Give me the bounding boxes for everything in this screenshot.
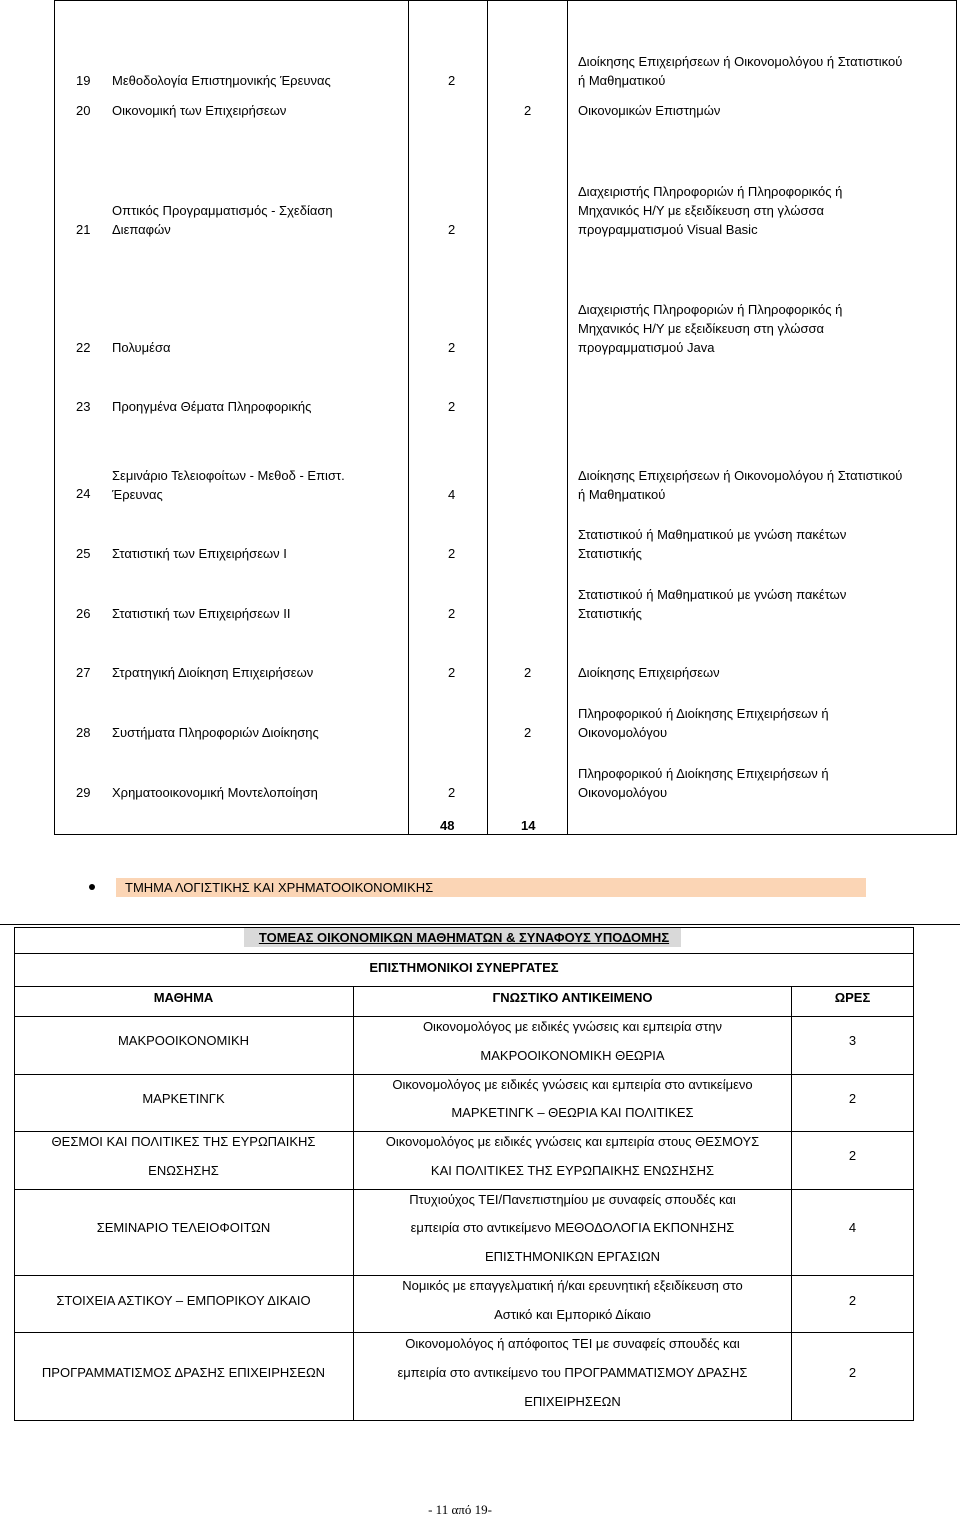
field-line: προγραμματισμού Java — [578, 340, 715, 355]
subject: Στατιστική των Επιχειρήσεων Ι — [112, 546, 287, 561]
course-line: ΘΕΣΜΟΙ ΚΑΙ ΠΟΛΙΤΙΚΕΣ ΤΗΣ ΕΥΡΩΠΑΙΚΗΣ — [51, 1134, 316, 1149]
row-number: 20 — [76, 103, 91, 118]
field-line: προγραμματισμού Visual Basic — [578, 222, 758, 237]
field-line: ΕΠΙΧΕΙΡΗΣΕΩΝ — [524, 1394, 621, 1409]
field-line: Οικονομολόγος με ειδικές γνώσεις και εμπειρία στην — [422, 1019, 723, 1034]
page-footer: - 11 από 19- — [428, 1502, 492, 1517]
subject: Πολυμέσα — [112, 340, 171, 355]
field-line: εμπειρία στο αντικείμενο του ΠΡΟΓΡΑΜΜΑΤΙΣΜΟΥ ΔΡΑΣΗΣ — [397, 1365, 748, 1380]
subject-line: Έρευνας — [112, 487, 163, 502]
subject: Μεθοδολογία Επιστημονικής Έρευνας — [112, 73, 331, 88]
table-subtitle: ΕΠΙΣΤΗΜΟΝΙΚΟΙ ΣΥΝΕΡΓΑΤΕΣ — [369, 960, 559, 975]
hours: 2 — [848, 1365, 857, 1380]
table-title: ΤΟΜΕΑΣ ΟΙΚΟΝΟΜΙΚΩΝ ΜΑΘΗΜΑΤΩΝ & ΣΥΝΑΦΟΥΣ ΥΠΟΔΟΜΗΣ — [258, 930, 670, 945]
hours: 2 — [848, 1148, 857, 1163]
field-line: Πληροφορικού ή Διοίκησης Επιχειρήσεων ή — [578, 766, 829, 781]
hours: 2 — [448, 785, 456, 800]
row-number: 28 — [76, 725, 91, 740]
hours: 4 — [448, 487, 456, 502]
course: ΠΡΟΓΡΑΜΜΑΤΙΣΜΟΣ ΔΡΑΣΗΣ ΕΠΙΧΕΙΡΗΣΕΩΝ — [41, 1365, 326, 1380]
course-line: ΕΝΩΣΗΣΗΣ — [148, 1163, 219, 1178]
row-number: 25 — [76, 546, 91, 561]
subject: Χρηματοοικονομική Μοντελοποίηση — [112, 785, 318, 800]
hours: 2 — [448, 73, 456, 88]
hours: 2 — [448, 222, 456, 237]
field-line: Στατιστικής — [578, 546, 642, 561]
field-line: Μηχανικός Η/Υ με εξειδίκευση στη γλώσσα — [578, 203, 825, 218]
field-line: Διοίκησης Επιχειρήσεων — [578, 665, 720, 680]
total-hours-2: 14 — [521, 818, 536, 833]
bullet-icon — [89, 884, 95, 890]
field-line: Αστικό και Εμπορικό Δίκαιο — [494, 1307, 651, 1322]
field-line: ΜΑΚΡΟΟΙΚΟΝΟΜΙΚΗ ΘΕΩΡΙΑ — [480, 1048, 665, 1063]
section-title: ΤΜΗΜΑ ΛΟΓΙΣΤΙΚΗΣ ΚΑΙ ΧΡΗΜΑΤΟΟΙΚΟΝΟΜΙΚΗΣ — [125, 880, 434, 895]
hours-2: 2 — [524, 665, 532, 680]
field-line: Στατιστικού ή Μαθηματικού με γνώση πακέτων — [578, 527, 847, 542]
subject-line: Οπτικός Προγραμματισμός - Σχεδίαση — [112, 203, 333, 218]
hours: 2 — [448, 606, 456, 621]
hours: 2 — [848, 1091, 857, 1106]
subject-line: Διεπαφών — [112, 222, 171, 237]
hours-2: 2 — [524, 725, 532, 740]
row-number: 23 — [76, 399, 91, 414]
field-line: Νομικός με επαγγελματική ή/και ερευνητική εξειδίκευση στο — [402, 1278, 743, 1293]
separator-line — [0, 924, 960, 925]
hours: 2 — [448, 399, 456, 414]
field-line: Μηχανικός Η/Υ με εξειδίκευση στη γλώσσα — [578, 321, 825, 336]
subject: Στατιστική των Επιχειρήσεων ΙΙ — [112, 606, 291, 621]
subject: Συστήματα Πληροφοριών Διοίκησης — [112, 725, 319, 740]
field-line: εμπειρία στο αντικείμενο ΜΕΘΟΔΟΛΟΓΙΑ ΕΚΠΟΝΗΣΗΣ — [410, 1220, 735, 1235]
total-hours: 48 — [440, 818, 455, 833]
subject-line: Σεμινάριο Τελειοφοίτων - Μεθοδ - Επιστ. — [112, 468, 345, 483]
field-line: ή Μαθηματικού — [578, 487, 666, 502]
subject: Προηγμένα Θέματα Πληροφορικής — [112, 399, 312, 414]
field-line: Οικονομολόγος ή απόφοιτος ΤΕΙ με συναφείς σπουδές και — [405, 1336, 740, 1351]
row-number: 19 — [76, 73, 91, 88]
field-line: Στατιστικής — [578, 606, 642, 621]
field-line: Οικονομικών Επιστημών — [578, 103, 721, 118]
hours: 2 — [848, 1293, 857, 1308]
header-hours: ΩΡΕΣ — [834, 990, 871, 1005]
hours: 2 — [448, 340, 456, 355]
hours: 2 — [448, 546, 456, 561]
course: ΜΑΚΡΟΟΙΚΟΝΟΜΙΚΗ — [117, 1033, 250, 1048]
hours: 3 — [848, 1033, 857, 1048]
field-line: Διαχειριστής Πληροφοριών ή Πληροφορικός ή — [578, 184, 843, 199]
hours: 4 — [848, 1220, 857, 1235]
field-line: ΕΠΙΣΤΗΜΟΝΙΚΩΝ ΕΡΓΑΣΙΩΝ — [484, 1249, 661, 1264]
field-line: Διοίκησης Επιχειρήσεων ή Οικονομολόγου ή Στατιστικού — [578, 468, 903, 483]
field-line: Οικονομολόγου — [578, 785, 668, 800]
row-number: 24 — [76, 486, 91, 501]
row-number: 29 — [76, 785, 91, 800]
subject: Στρατηγική Διοίκηση Επιχειρήσεων — [112, 665, 314, 680]
field-line: ή Μαθηματικού — [578, 73, 666, 88]
field-line: Πληροφορικού ή Διοίκησης Επιχειρήσεων ή — [578, 706, 829, 721]
row-number: 22 — [76, 340, 91, 355]
header-course: ΜΑΘΗΜΑ — [153, 990, 214, 1005]
field-line: Διαχειριστής Πληροφοριών ή Πληροφορικός ή — [578, 302, 843, 317]
field-line: ΚΑΙ ΠΟΛΙΤΙΚΕΣ ΤΗΣ ΕΥΡΩΠΑΙΚΗΣ ΕΝΩΣΗΣΗΣ — [430, 1163, 715, 1178]
hours: 2 — [448, 665, 456, 680]
course: ΜΑΡΚΕΤΙΝΓΚ — [142, 1091, 225, 1106]
field-line: Οικονομολόγος με ειδικές γνώσεις και εμπειρία στο αντικείμενο — [392, 1077, 753, 1092]
subject: Οικονομική των Επιχειρήσεων — [112, 103, 287, 118]
field-line: Διοίκησης Επιχειρήσεων ή Οικονομολόγου ή Στατιστικού — [578, 54, 903, 69]
hours-2: 2 — [524, 103, 532, 118]
row-number: 26 — [76, 606, 91, 621]
field-line: Στατιστικού ή Μαθηματικού με γνώση πακέτων — [578, 587, 847, 602]
field-line: Πτυχιούχος ΤΕΙ/Πανεπιστημίου με συναφείς σπουδές και — [409, 1192, 736, 1207]
course: ΣΤΟΙΧΕΙΑ ΑΣΤΙΚΟΥ – ΕΜΠΟΡΙΚΟΥ ΔΙΚΑΙΟ — [56, 1293, 311, 1308]
field-line: ΜΑΡΚΕΤΙΝΓΚ – ΘΕΩΡΙΑ ΚΑΙ ΠΟΛΙΤΙΚΕΣ — [451, 1105, 694, 1120]
header-field: ΓΝΩΣΤΙΚΟ ΑΝΤΙΚΕΙΜΕΝΟ — [492, 990, 653, 1005]
field-line: Οικονομολόγου — [578, 725, 668, 740]
course: ΣΕΜΙΝΑΡΙΟ ΤΕΛΕΙΟΦΟΙΤΩΝ — [96, 1220, 271, 1235]
row-number: 21 — [76, 222, 91, 237]
field-line: Οικονομολόγος με ειδικές γνώσεις και εμπειρία στους ΘΕΣΜΟΥΣ — [385, 1134, 760, 1149]
row-number: 27 — [76, 665, 91, 680]
